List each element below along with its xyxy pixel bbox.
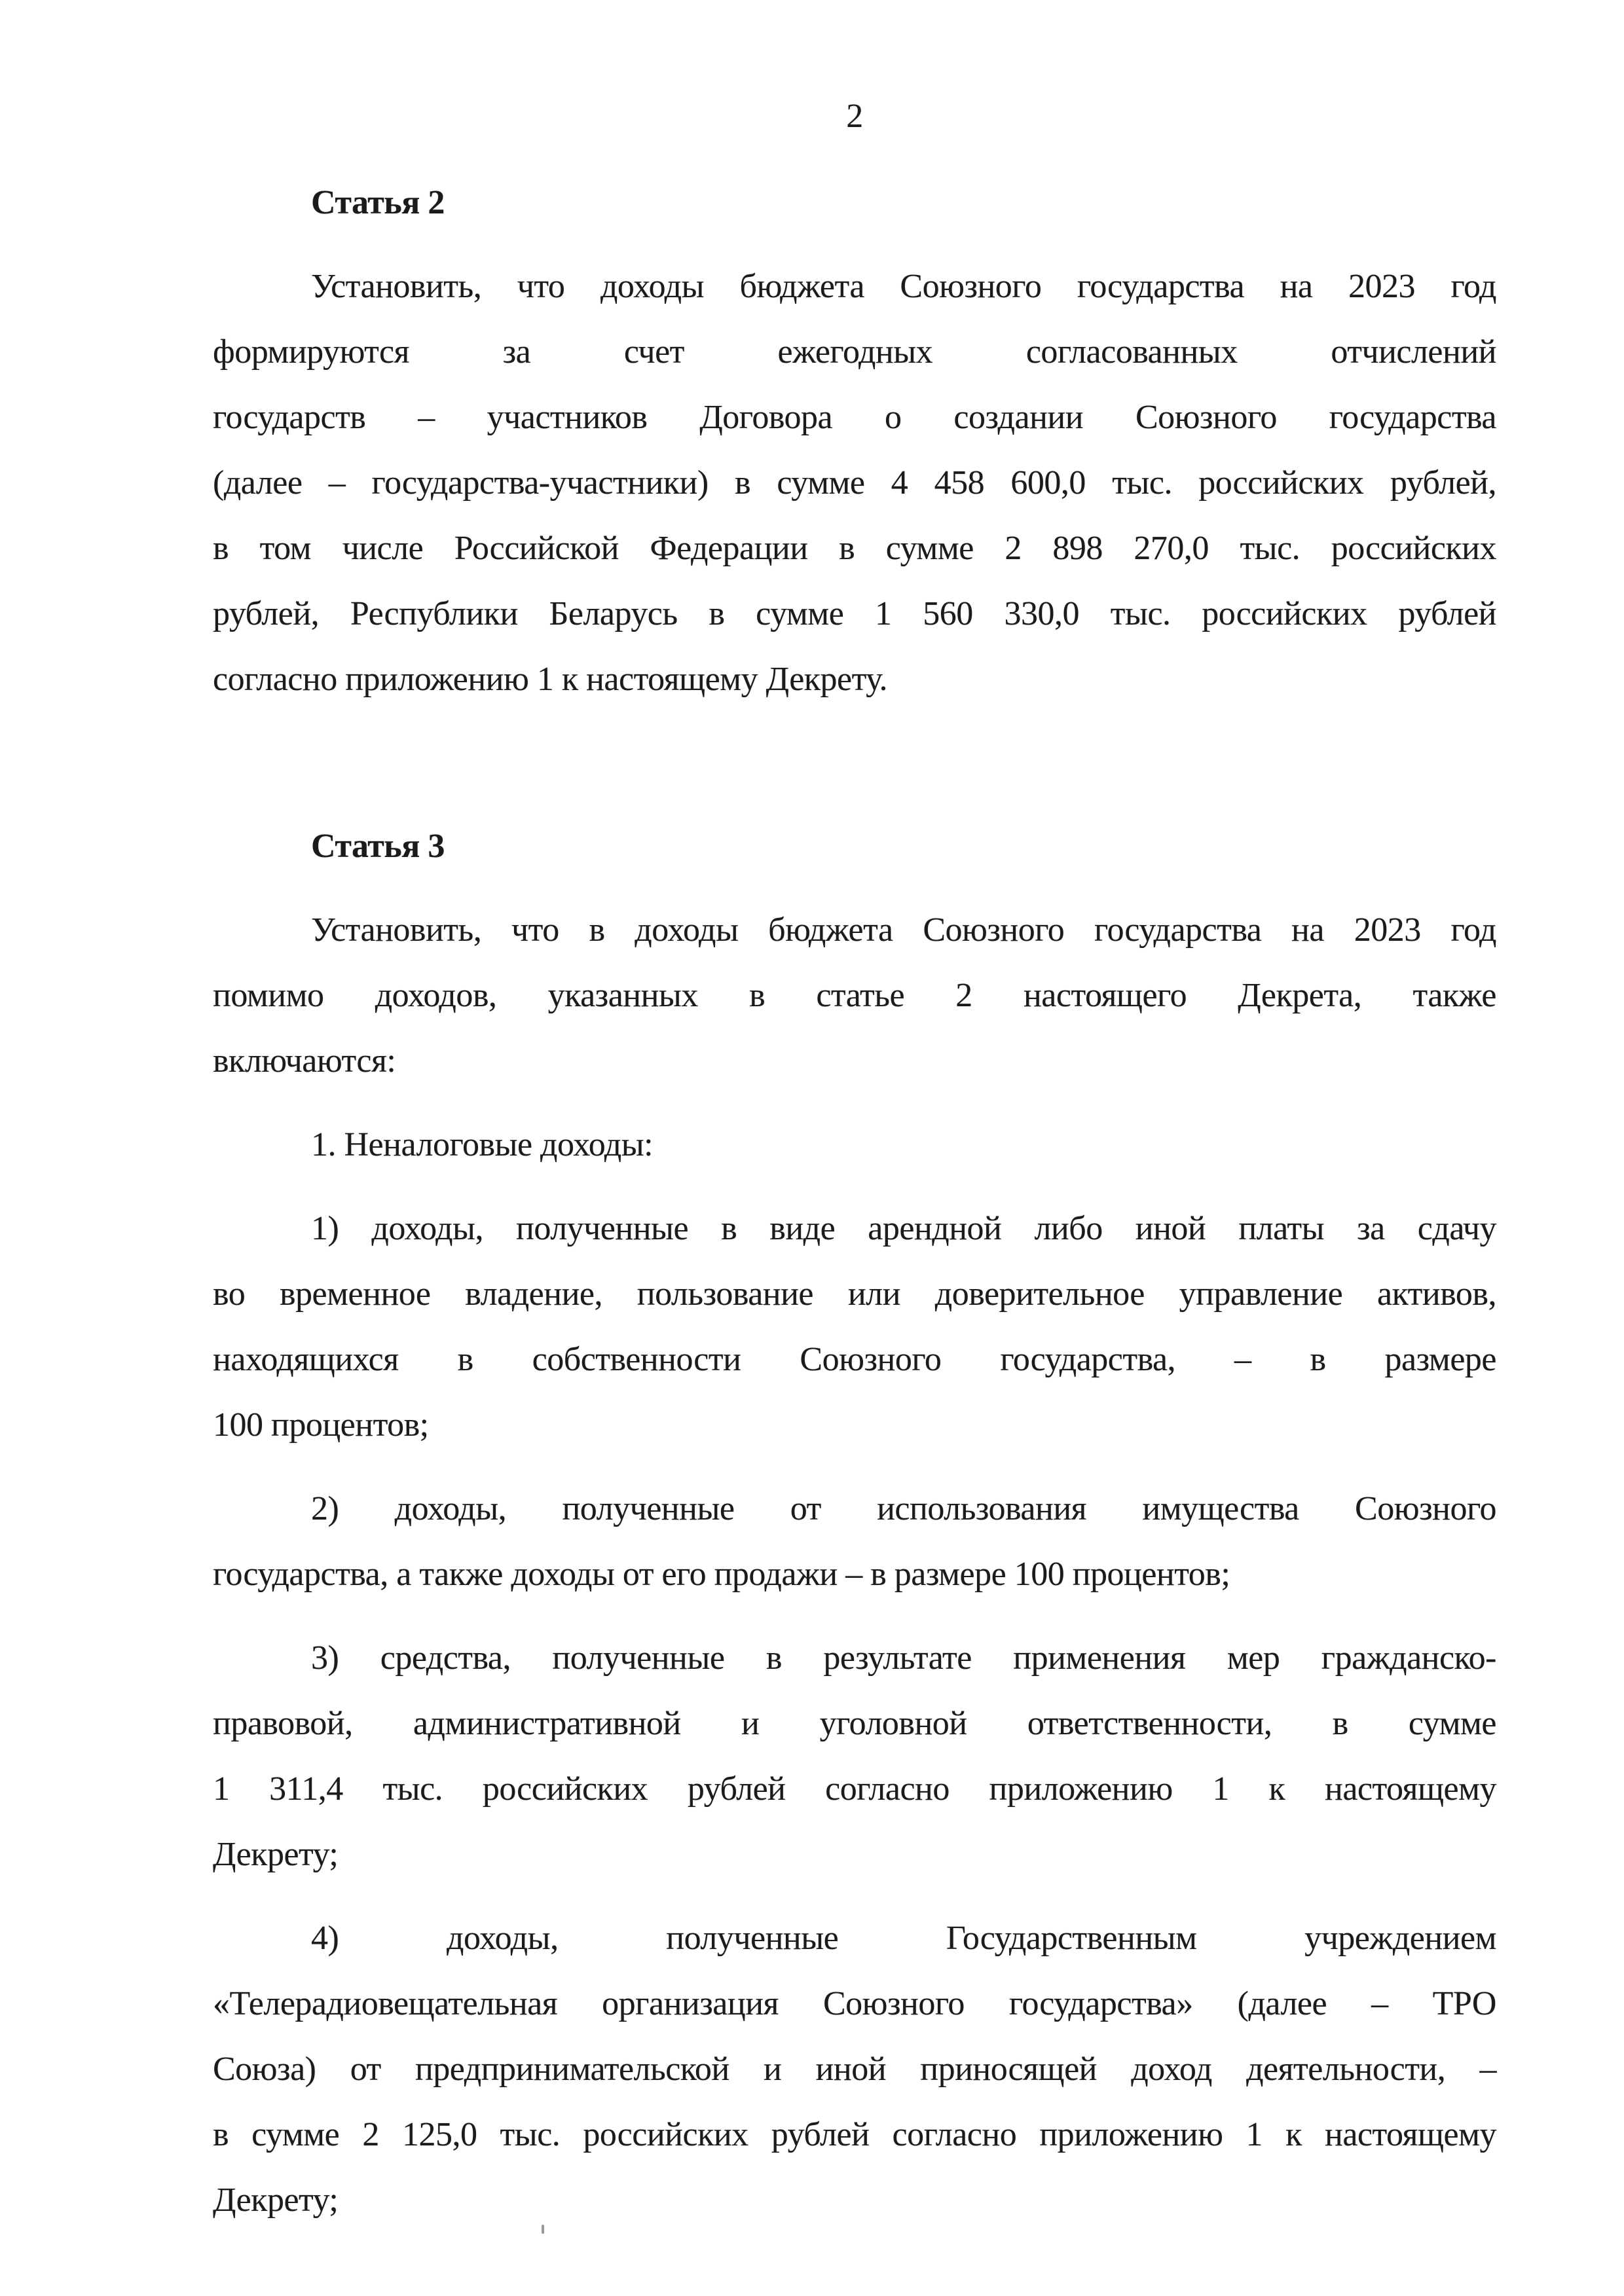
paragraph-line: 2) доходы, полученные от использования имущества Союзного bbox=[311, 1490, 1496, 1527]
paragraph-item-1 bbox=[213, 1196, 1496, 1458]
page-number-row bbox=[213, 92, 1496, 141]
paragraph-line: 1) доходы, полученные в виде арендной либо иной платы за сдачу bbox=[311, 1210, 1496, 1247]
paragraph-line: Декрету; bbox=[213, 2181, 339, 2219]
paragraph-line: 1. Неналоговые доходы: bbox=[311, 1126, 654, 1163]
paragraph-line: Установить, что доходы бюджета Союзного государства на 2023 год bbox=[311, 268, 1496, 305]
paragraph-line: государства, а также доходы от его продажи – в размере 100 процентов; bbox=[213, 1556, 1230, 1593]
scan-artifact-dot bbox=[542, 2225, 544, 2234]
paragraph-line: во временное владение, пользование или доверительное управление активов, bbox=[213, 1275, 1496, 1313]
article-heading-2: Статья 2 bbox=[311, 184, 445, 221]
paragraph-line: «Телерадиовещательная организация Союзного государства» (далее – ТРО bbox=[213, 1985, 1496, 2022]
paragraph-article3-intro bbox=[213, 898, 1496, 1094]
paragraph-line: правовой, административной и уголовной ответственности, в сумме bbox=[213, 1705, 1496, 1742]
paragraph-article2-body bbox=[213, 254, 1496, 712]
paragraph-line: (далее – государства-участники) в сумме 4 458 600,0 тыс. российских рублей, bbox=[213, 464, 1496, 501]
paragraph-item-4 bbox=[213, 1906, 1496, 2233]
paragraph-line: в сумме 2 125,0 тыс. российских рублей согласно приложению 1 к настоящему bbox=[213, 2116, 1496, 2153]
paragraph-line: 1 311,4 тыс. российских рублей согласно приложению 1 к настоящему bbox=[213, 1770, 1496, 1808]
paragraph-line: рублей, Республики Беларусь в сумме 1 560 330,0 тыс. российских рублей bbox=[213, 595, 1496, 632]
page-number: 2 bbox=[846, 98, 863, 135]
paragraph-line: помимо доходов, указанных в статье 2 настоящего Декрета, также bbox=[213, 977, 1496, 1014]
paragraph-line: 4) доходы, полученные Государственным учреждением bbox=[311, 1920, 1496, 1957]
paragraph-line: находящихся в собственности Союзного государства, – в размере bbox=[213, 1341, 1496, 1378]
text-column bbox=[213, 92, 1496, 2233]
paragraph-line: включаются: bbox=[213, 1042, 396, 1080]
article-heading-3: Статья 3 bbox=[311, 828, 445, 865]
paragraph-line: 3) средства, полученные в результате применения мер гражданско- bbox=[311, 1639, 1496, 1677]
paragraph-line: 100 процентов; bbox=[213, 1406, 429, 1444]
paragraph-line: формируются за счет ежегодных согласованных отчислений bbox=[213, 333, 1496, 371]
paragraph-item-2 bbox=[213, 1476, 1496, 1607]
paragraph-line: согласно приложению 1 к настоящему Декрету. bbox=[213, 661, 887, 698]
paragraph-line: в том числе Российской Федерации в сумме 2 898 270,0 тыс. российских bbox=[213, 530, 1496, 567]
paragraph-line: государств – участников Договора о создании Союзного государства bbox=[213, 399, 1496, 436]
paragraph-line: Союза) от предпринимательской и иной приносящей доход деятельности, – bbox=[213, 2050, 1496, 2088]
paragraph-item-3 bbox=[213, 1626, 1496, 1887]
paragraph-line: Установить, что в доходы бюджета Союзного государства на 2023 год bbox=[311, 911, 1496, 949]
paragraph-nontax-header bbox=[213, 1112, 1496, 1178]
paragraph-line: Декрету; bbox=[213, 1836, 339, 1873]
